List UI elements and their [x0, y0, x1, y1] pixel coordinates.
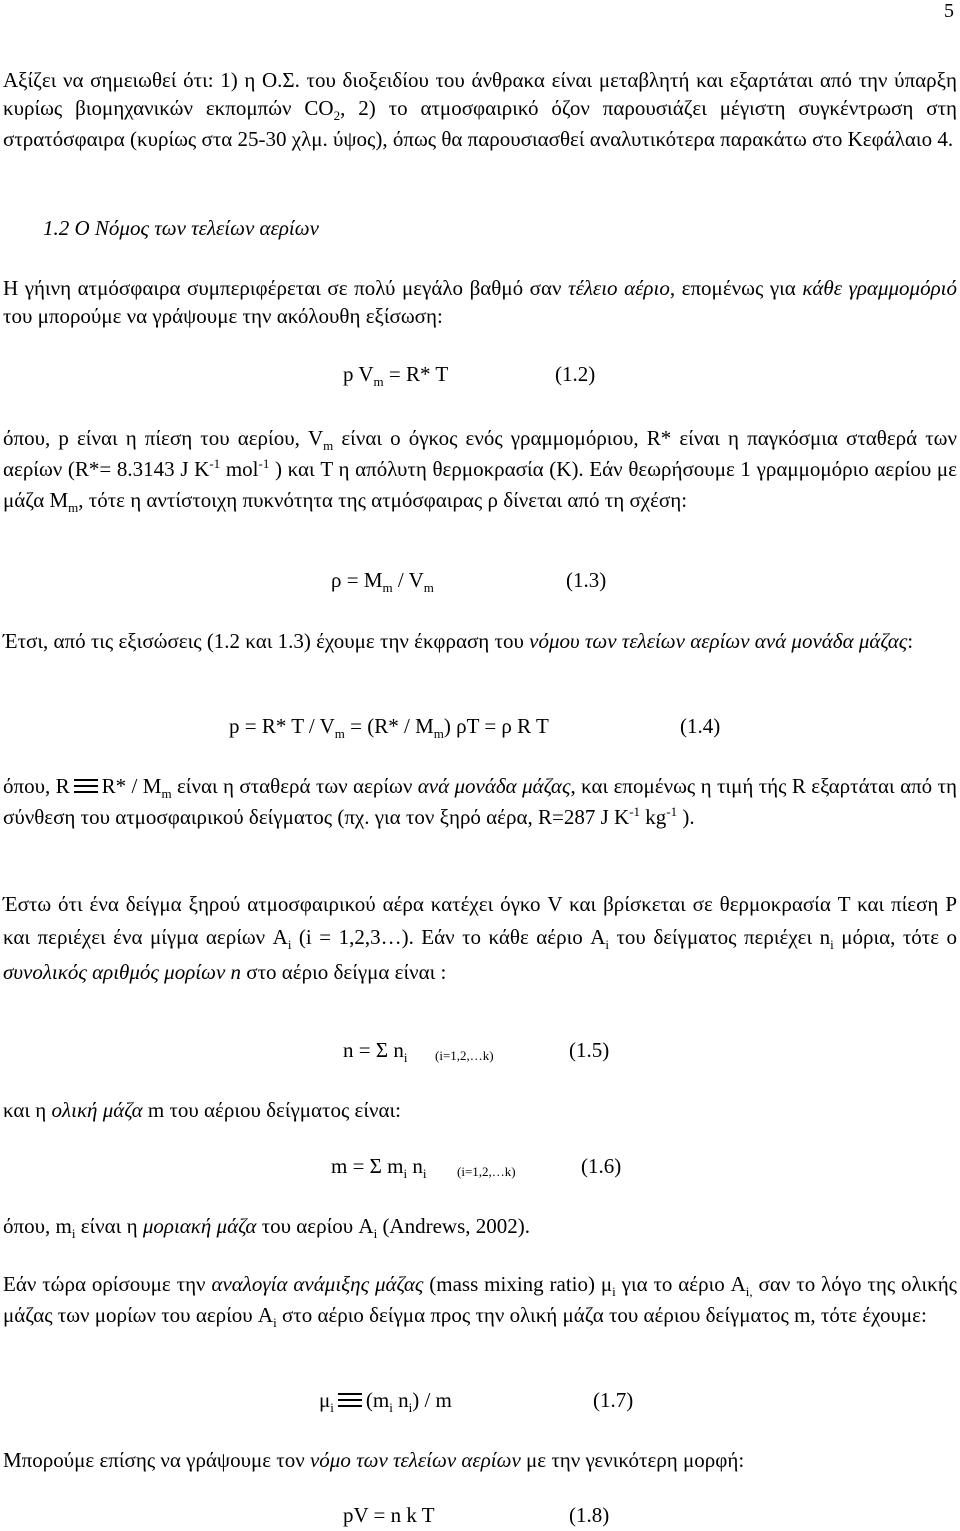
- subscript: i: [287, 936, 292, 952]
- eq-text: ) ρT = ρ R T: [443, 714, 549, 738]
- paragraph-3: [3, 424, 957, 517]
- equation-number: (1.6): [581, 1154, 622, 1178]
- text: είναι η σταθερά των αερίων: [171, 774, 418, 798]
- text: :: [907, 629, 914, 653]
- text: , 2) το ατμοσφαιρικό όζον παρουσιάζει μέγιστη συγκέντρωση στη στρατόσφαιρα (κυρίως στα 25-30 χλμ. ύψος), όπως θα παρουσιασθεί αναλυτικότερα παρακάτω στο Κεφάλαιο 4.: [3, 96, 957, 151]
- subscript: i: [403, 1050, 408, 1065]
- text: όπου, p είναι η πίεση του αερίου, V: [3, 426, 324, 450]
- paragraph-8: [3, 1212, 957, 1243]
- subscript: m: [433, 726, 444, 741]
- italic-term: ολική μάζα: [51, 1098, 143, 1122]
- eq-text: = (R* / M: [344, 714, 434, 738]
- section-heading: 1.2 Ο Νόμος των τελείων αερίων: [43, 216, 319, 240]
- italic-term: μοριακή μάζα: [142, 1214, 257, 1238]
- superscript: -1: [209, 456, 221, 471]
- text: , και επομένως η τιμή τής R εξαρτάται από τη σύνθεση του ατμοσφαιρικού δείγματος (πχ. για τον ξηρό αέρα, R=287 J K: [3, 774, 957, 829]
- subscript: m: [423, 580, 434, 595]
- subscript: i,: [745, 1284, 753, 1299]
- eq-text: n: [392, 1388, 409, 1412]
- eq-text: p V: [343, 362, 374, 386]
- italic-term: ανά μονάδα μάζας: [417, 774, 571, 798]
- italic-term: νόμου των τελείων αερίων ανά μονάδα μάζας: [529, 629, 908, 653]
- paragraph-9: [3, 1270, 957, 1332]
- text: Έτσι, από τις εξισώσεις (1.2 και 1.3) έχουμε την έκφραση του: [3, 629, 530, 653]
- text: είναι ο όγκος ενός γραμμομόριου, R* είναι η παγκόσμια σταθερά των αερίων (R*= 8.3143 J K: [3, 426, 957, 481]
- text: και η: [3, 1098, 52, 1122]
- text: σαν το λόγο της ολικής μάζας των μορίων του αερίου A: [3, 1272, 957, 1327]
- identical-to-symbol: [74, 778, 98, 794]
- text: , επομένως για: [669, 276, 803, 300]
- equation-number: (1.2): [555, 362, 596, 386]
- paragraph-6: [3, 888, 957, 989]
- text: του μπορούμε να γράψουμε την ακόλουθη εξίσωση:: [3, 304, 443, 328]
- paragraph-2: [3, 274, 957, 330]
- eq-text: ) / m: [412, 1388, 452, 1412]
- equation-1-4: [229, 714, 721, 741]
- subscript: m: [373, 374, 384, 389]
- equation-number: (1.7): [593, 1388, 634, 1412]
- eq-text: n: [407, 1154, 423, 1178]
- subscript: 2: [333, 108, 341, 123]
- text: mol: [220, 457, 259, 481]
- index-range: (i=1,2,…k): [457, 1164, 516, 1179]
- subscript: i: [403, 1166, 408, 1181]
- superscript: -1: [258, 456, 270, 471]
- text: στο αέριο δείγμα προς την ολική μάζα του αέριου δείγματος m, τότε έχουμε:: [276, 1303, 927, 1327]
- subscript: i: [605, 936, 610, 952]
- text: του αερίου A: [256, 1214, 374, 1238]
- subscript: m: [161, 786, 172, 801]
- equation-1-5: [343, 1038, 610, 1065]
- eq-text: n = Σ n: [343, 1038, 404, 1062]
- eq-text: m = Σ m: [331, 1154, 404, 1178]
- equation-1-8: [343, 1503, 610, 1528]
- subscript: i: [273, 1315, 277, 1330]
- superscript: -1: [629, 804, 641, 819]
- text: Μπορούμε επίσης να γράψουμε τον: [3, 1448, 310, 1472]
- subscript: i: [389, 1400, 393, 1415]
- paragraph-7: [3, 1096, 957, 1124]
- subscript: i: [830, 936, 834, 952]
- paragraph-5: [3, 772, 957, 834]
- text: Εάν τώρα ορίσουμε την: [3, 1272, 212, 1296]
- paragraph-10: [3, 1446, 957, 1474]
- equation-1-7: [319, 1388, 634, 1415]
- equation-1-6: [331, 1154, 622, 1181]
- text: όπου, R: [3, 774, 70, 798]
- equation-1-2: [343, 362, 596, 389]
- italic-term: κάθε γραμμομόριό: [802, 276, 957, 300]
- equation-1-3: [331, 568, 607, 595]
- text: όπου, m: [3, 1214, 72, 1238]
- text: για το αέριο A: [615, 1272, 746, 1296]
- text: kg: [640, 805, 667, 829]
- text: R* / M: [101, 774, 162, 798]
- italic-term: αναλογία ανάμιξης μάζας: [211, 1272, 424, 1296]
- italic-term: τέλειο αέριο: [568, 276, 670, 300]
- superscript: -1: [666, 804, 678, 819]
- text: ) και T η απόλυτη θερμοκρασία (K). Εάν θεωρήσουμε 1 γραμμομόριο αερίου με μάζα M: [3, 457, 957, 512]
- eq-text: / V: [392, 568, 424, 592]
- subscript: i: [71, 1226, 76, 1241]
- text: (mass mixing ratio) μ: [423, 1272, 613, 1296]
- text: είναι η: [75, 1214, 143, 1238]
- eq-text: μ: [319, 1388, 331, 1412]
- subscript: m: [334, 726, 345, 741]
- text: του δείγματος περιέχει n: [609, 924, 831, 949]
- eq-text: (m: [365, 1388, 390, 1412]
- identical-to-symbol: [338, 1392, 362, 1408]
- eq-text: = R* T: [383, 362, 449, 386]
- paragraph-4: [3, 627, 957, 655]
- text: Αξίζει να σημειωθεί ότι: 1) η Ο.Σ. του διοξειδίου του άνθρακα είναι μεταβλητή και εξαρτάται από την ύπαρξη κυρίως βιομηχανικών εκπομπών CO: [3, 68, 957, 120]
- text: μόρια, τότε ο: [833, 924, 958, 949]
- subscript: i: [612, 1284, 616, 1299]
- text: Έστω ότι ένα δείγμα ξηρού ατμοσφαιρικού αέρα κατέχει όγκο V και βρίσκεται σε θερμοκρασία T και πίεση P και περιέχει ένα μίγμα αερίων A: [3, 892, 957, 949]
- equation-number: (1.5): [569, 1038, 610, 1062]
- subscript: m: [68, 500, 79, 515]
- text: (i = 1,2,3…). Εάν το κάθε αέριο A: [291, 924, 606, 949]
- text: Η γήινη ατμόσφαιρα συμπεριφέρεται σε πολύ μεγάλο βαθμό σαν: [3, 276, 569, 300]
- text: με την γενικότερη μορφή:: [520, 1448, 745, 1472]
- eq-text: pV = n k T: [343, 1503, 435, 1527]
- eq-text: ρ = M: [331, 568, 383, 592]
- subscript: i: [422, 1166, 427, 1181]
- eq-text: p = R* T / V: [229, 714, 335, 738]
- text: στο αέριο δείγμα είναι :: [241, 960, 447, 984]
- subscript: i: [330, 1400, 334, 1415]
- index-range: (i=1,2,…k): [435, 1048, 494, 1063]
- paragraph-1: [3, 66, 957, 153]
- page-number: 5: [944, 0, 954, 22]
- italic-term: συνολικός αριθμός μορίων n: [3, 960, 242, 984]
- italic-term: νόμο των τελείων αερίων: [309, 1448, 521, 1472]
- equation-number: (1.3): [566, 568, 607, 592]
- text: m του αέριου δείγματος είναι:: [142, 1098, 402, 1122]
- subscript: i: [373, 1226, 378, 1241]
- subscript: i: [408, 1400, 413, 1415]
- subscript: m: [382, 580, 393, 595]
- equation-number: (1.8): [569, 1503, 610, 1527]
- subscript: m: [323, 438, 334, 453]
- text: ).: [677, 805, 695, 829]
- text: (Andrews, 2002).: [377, 1214, 530, 1238]
- text: , τότε η αντίστοιχη πυκνότητα της ατμόσφαιρας ρ δίνεται από τη σχέση:: [78, 488, 688, 512]
- equation-number: (1.4): [680, 714, 721, 738]
